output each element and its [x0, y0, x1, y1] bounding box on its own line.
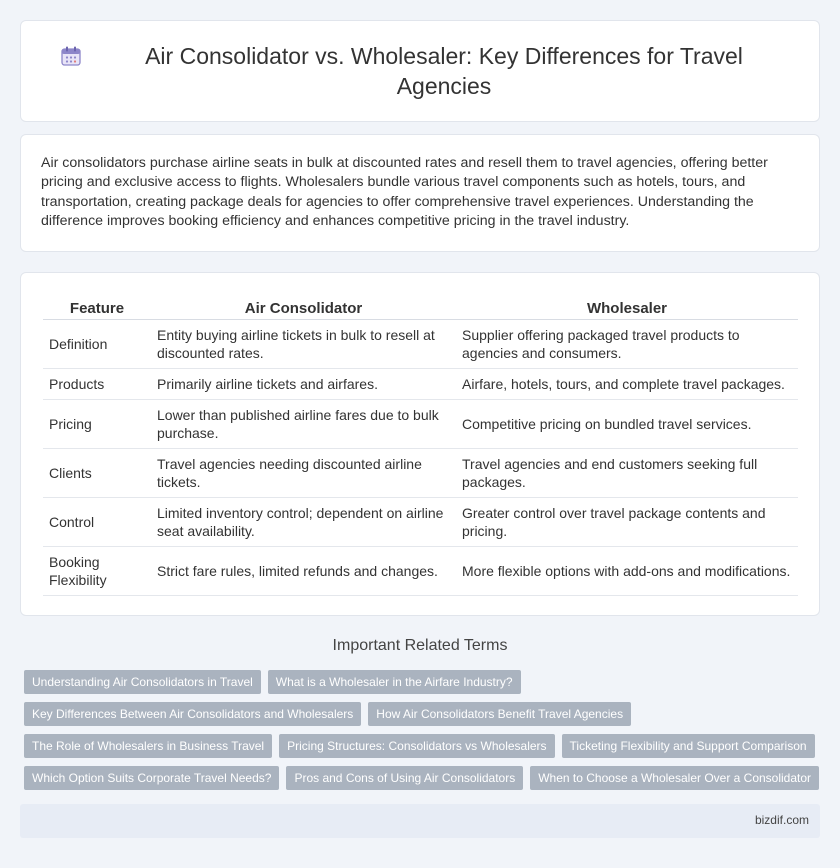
related-term-link[interactable]: Ticketing Flexibility and Support Comparison	[562, 734, 815, 758]
row-air-consolidator: Travel agencies needing discounted airline tickets.	[151, 449, 456, 498]
intro-text: Air consolidators purchase airline seats in bulk at discounted rates and resell them to travel agencies, offering better pricing and exclusive access to flights. Wholesalers bundle various travel components such as hotels, tours, and transportation, creating package deals for agencies to offer comprehensive travel experiences. Understanding the difference improves booking efficiency and enhances competitive pricing in the travel industry.	[41, 155, 768, 230]
table-row	[43, 400, 798, 449]
table-row	[43, 449, 798, 498]
row-wholesaler: Travel agencies and end customers seeking full packages.	[456, 449, 798, 498]
row-feature: Booking Flexibility	[43, 547, 151, 596]
related-term-link[interactable]: What is a Wholesaler in the Airfare Industry?	[268, 670, 521, 694]
tag-row	[24, 734, 824, 758]
header-air-consolidator: Air Consolidator	[151, 297, 456, 320]
calendar-icon	[60, 45, 82, 67]
row-air-consolidator: Primarily airline tickets and airfares.	[151, 369, 456, 400]
related-term-link[interactable]: Understanding Air Consolidators in Travel	[24, 670, 261, 694]
row-feature: Products	[43, 369, 151, 400]
tag-row	[24, 670, 824, 694]
row-feature: Definition	[43, 320, 151, 369]
related-term-link[interactable]: How Air Consolidators Benefit Travel Agencies	[368, 702, 631, 726]
related-term-link[interactable]: The Role of Wholesalers in Business Travel	[24, 734, 272, 758]
footer	[20, 804, 820, 838]
footer-brand[interactable]: bizdif.com	[754, 813, 809, 827]
row-feature: Clients	[43, 449, 151, 498]
intro-card	[20, 134, 820, 252]
row-wholesaler: Competitive pricing on bundled travel services.	[456, 400, 798, 449]
row-air-consolidator: Limited inventory control; dependent on airline seat availability.	[151, 498, 456, 547]
table-row	[43, 547, 798, 596]
table-row	[43, 320, 798, 369]
row-air-consolidator: Lower than published airline fares due to bulk purchase.	[151, 400, 456, 449]
tag-row	[24, 702, 824, 726]
related-term-link[interactable]: Key Differences Between Air Consolidators and Wholesalers	[24, 702, 361, 726]
row-feature: Pricing	[43, 400, 151, 449]
related-term-link[interactable]: When to Choose a Wholesaler Over a Consolidator	[530, 766, 819, 790]
related-terms-list	[24, 670, 824, 798]
row-air-consolidator: Strict fare rules, limited refunds and changes.	[151, 547, 456, 596]
related-term-link[interactable]: Pros and Cons of Using Air Consolidators	[286, 766, 523, 790]
page-title: Air Consolidator vs. Wholesaler: Key Differences for Travel Agencies	[145, 43, 743, 99]
header-feature: Feature	[43, 297, 151, 320]
related-term-link[interactable]: Pricing Structures: Consolidators vs Wholesalers	[279, 734, 554, 758]
header-card	[20, 20, 820, 122]
table-header-row	[43, 297, 798, 320]
row-wholesaler: Airfare, hotels, tours, and complete travel packages.	[456, 369, 798, 400]
related-terms-title: Important Related Terms	[332, 637, 508, 654]
table-row	[43, 369, 798, 400]
comparison-card	[20, 272, 820, 616]
row-air-consolidator: Entity buying airline tickets in bulk to resell at discounted rates.	[151, 320, 456, 369]
row-wholesaler: Greater control over travel package contents and pricing.	[456, 498, 798, 547]
table-row	[43, 498, 798, 547]
tag-row	[24, 766, 824, 790]
header-wholesaler: Wholesaler	[456, 297, 798, 320]
comparison-table	[43, 297, 798, 596]
row-wholesaler: More flexible options with add-ons and modifications.	[456, 547, 798, 596]
row-wholesaler: Supplier offering packaged travel products to agencies and consumers.	[456, 320, 798, 369]
related-term-link[interactable]: Which Option Suits Corporate Travel Needs?	[24, 766, 279, 790]
row-feature: Control	[43, 498, 151, 547]
